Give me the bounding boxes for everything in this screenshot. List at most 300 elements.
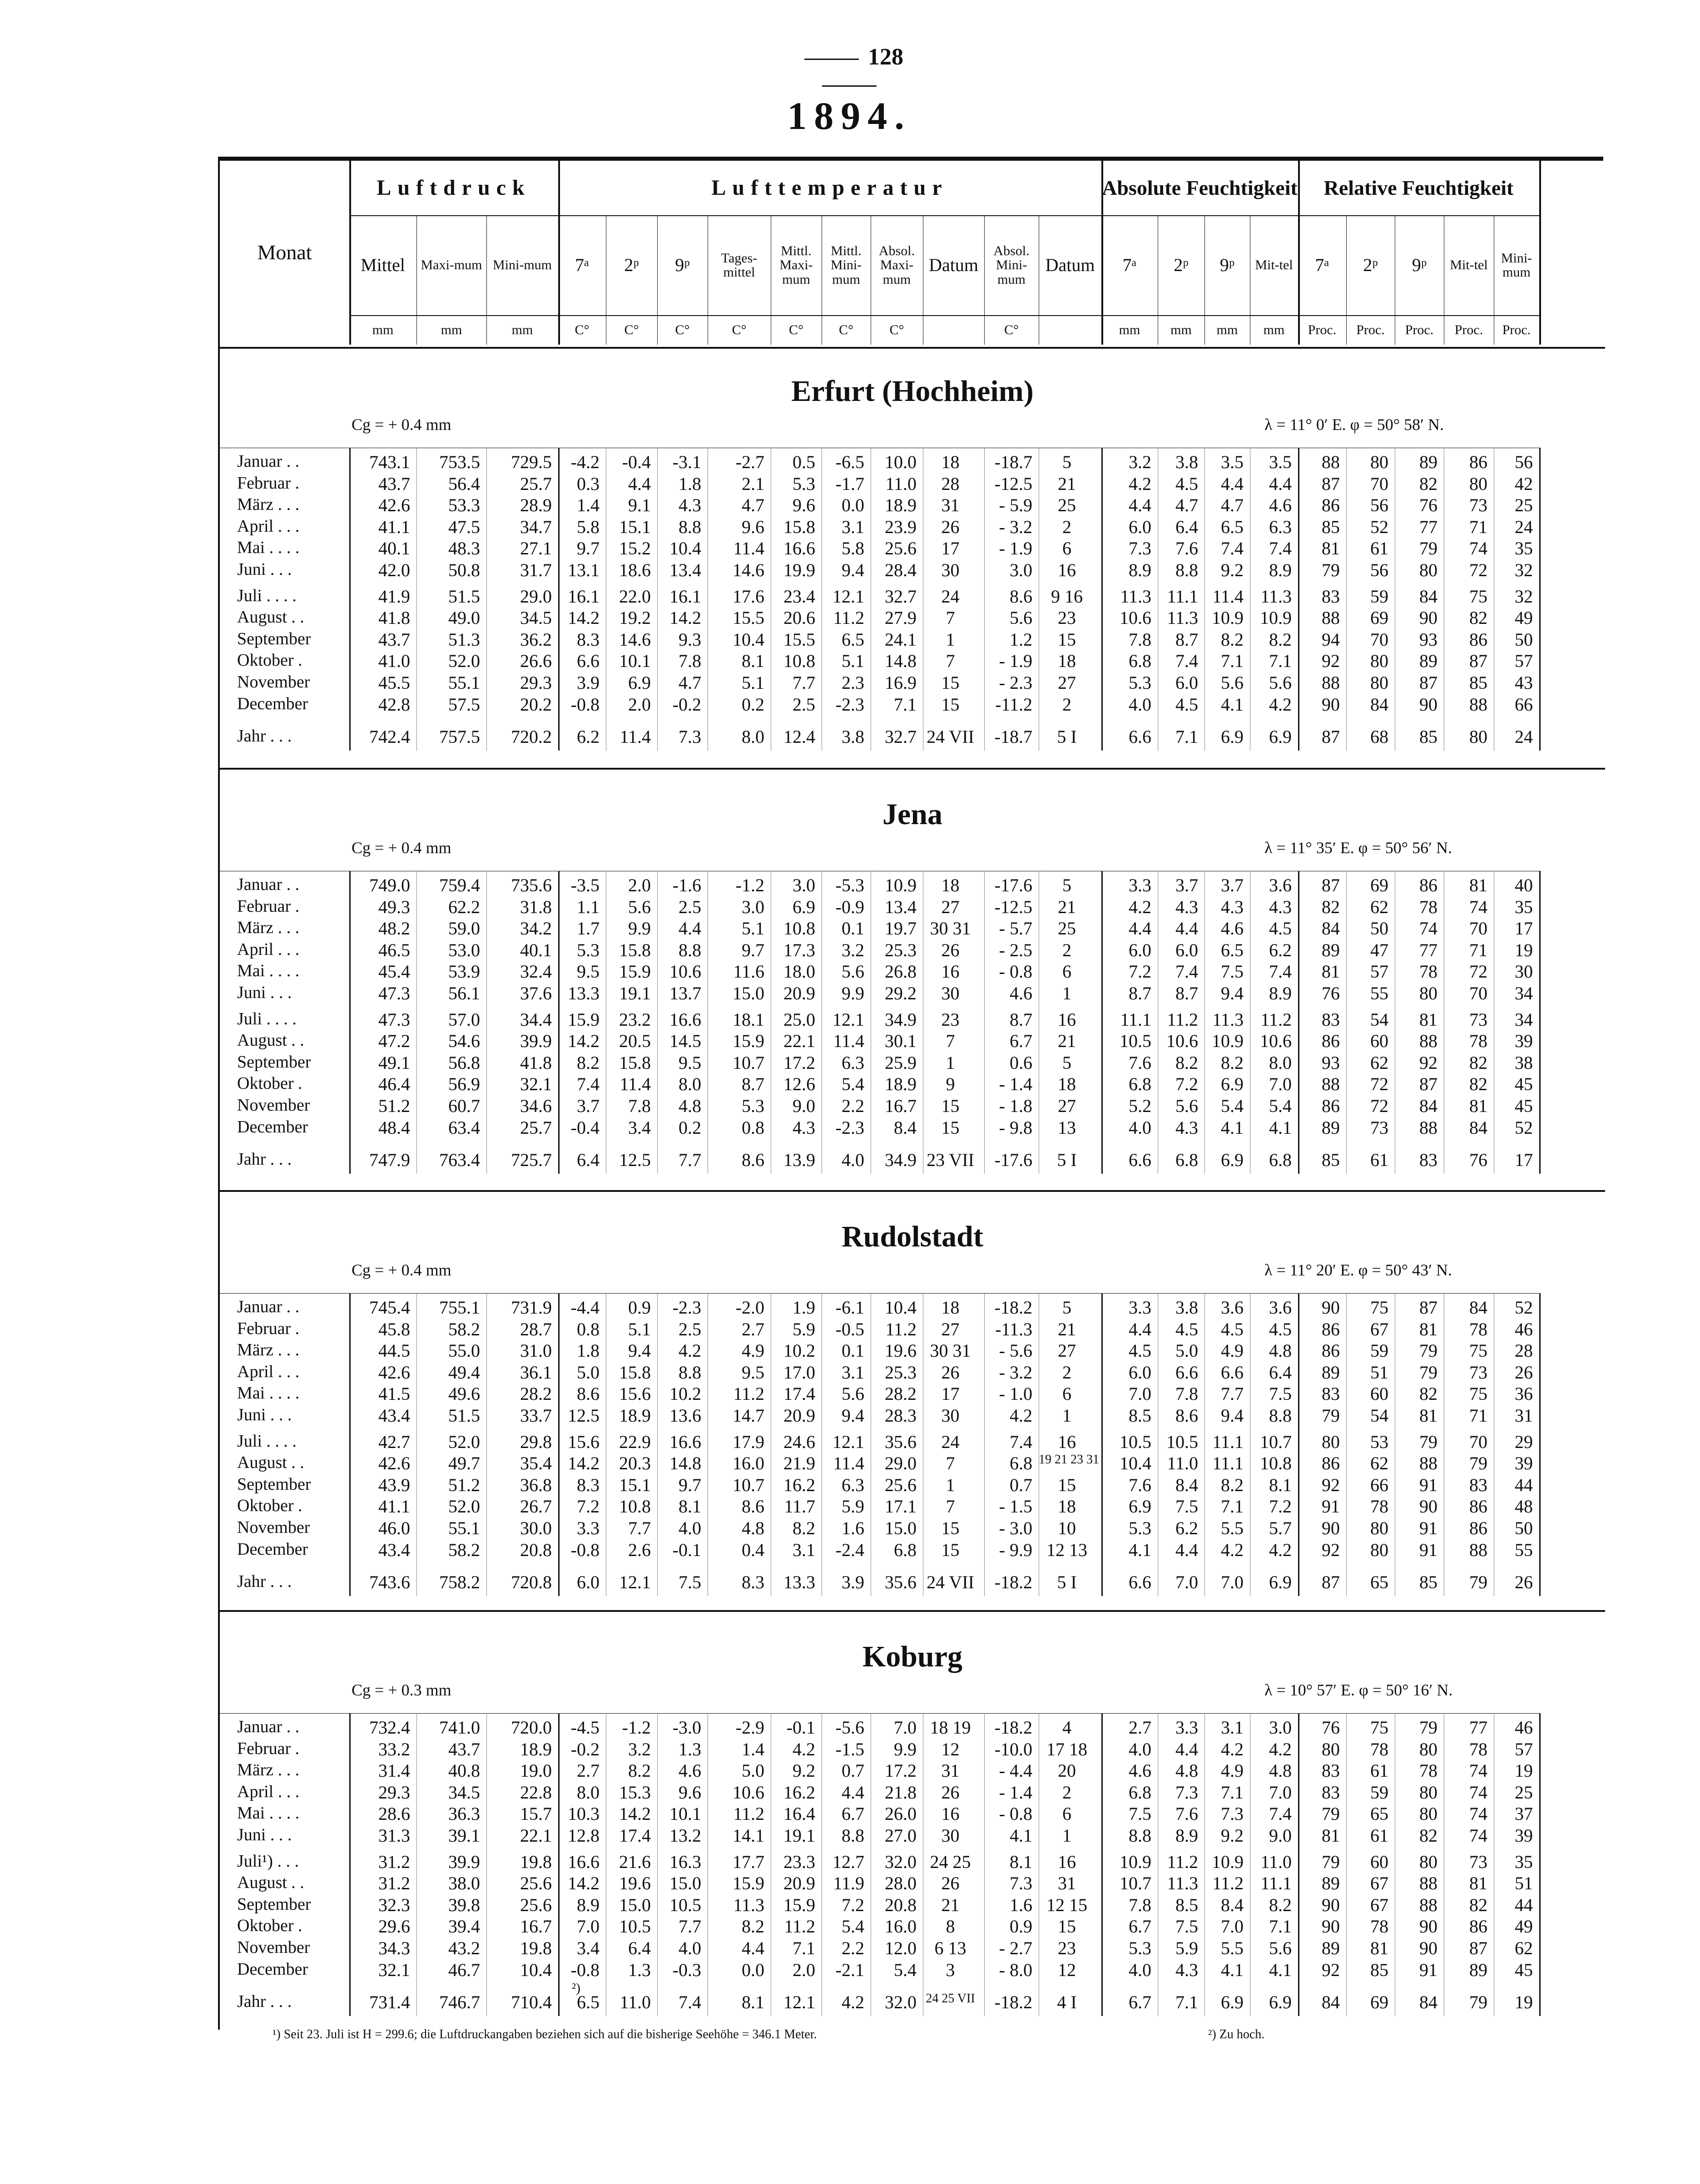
data-cell: 8 bbox=[946, 1916, 955, 1937]
header-divider bbox=[984, 215, 985, 345]
data-cell: 43.4 bbox=[378, 1405, 410, 1426]
data-cell: 76 bbox=[1469, 1150, 1487, 1171]
data-cell: 18.9 bbox=[619, 1405, 651, 1426]
data-cell: 87 bbox=[1469, 1938, 1487, 1958]
data-cell: 3.3 bbox=[1175, 1717, 1198, 1738]
data-cell: 24 VII bbox=[927, 726, 974, 747]
data-cell: 13 bbox=[1058, 1117, 1076, 1138]
data-cell: 8.6 bbox=[577, 1384, 600, 1404]
month-row bbox=[220, 607, 1605, 629]
data-cell: -0.8 bbox=[570, 1959, 600, 1980]
data-cell: 4.7 bbox=[1175, 495, 1198, 516]
data-cell: 3.0 bbox=[1010, 560, 1032, 580]
data-cell: 15.9 bbox=[783, 1894, 815, 1915]
column-divider bbox=[1346, 448, 1347, 751]
data-cell: 4.2 bbox=[1269, 694, 1292, 715]
data-cell: 9 16 bbox=[1051, 586, 1083, 607]
month-label: Februar . bbox=[237, 1739, 300, 1758]
data-cell: 5.0 bbox=[742, 1760, 764, 1781]
month-label: Oktober . bbox=[237, 1074, 302, 1093]
column-divider bbox=[1298, 871, 1299, 1174]
data-cell: 83 bbox=[1322, 586, 1340, 607]
data-cell: 10.5 bbox=[1120, 1031, 1151, 1052]
data-cell: 13.4 bbox=[885, 896, 917, 917]
data-cell: 4.6 bbox=[1129, 1760, 1151, 1781]
data-cell: 36 bbox=[1515, 1384, 1533, 1404]
data-cell: 17.1 bbox=[885, 1496, 917, 1517]
data-cell: -18.2 bbox=[994, 1992, 1032, 2013]
data-cell: 29 bbox=[1515, 1431, 1533, 1452]
data-cell: - 9.9 bbox=[999, 1539, 1032, 1560]
data-cell: 1 bbox=[1062, 983, 1071, 1003]
data-cell: 86 bbox=[1322, 1340, 1340, 1361]
data-cell: 7.4 bbox=[1175, 961, 1198, 982]
data-cell: 4.4 bbox=[742, 1938, 764, 1958]
month-label: Juli . . . . bbox=[237, 1431, 297, 1451]
data-cell: 11.3 bbox=[1167, 1873, 1198, 1894]
data-cell: 3.8 bbox=[1175, 452, 1198, 472]
data-cell: 91 bbox=[1419, 1474, 1437, 1495]
data-cell: 3.4 bbox=[628, 1117, 651, 1138]
data-cell: 6.9 bbox=[1221, 1992, 1244, 2013]
data-cell: 7.7 bbox=[1221, 1384, 1244, 1404]
data-cell: 55 bbox=[1370, 983, 1388, 1003]
data-cell: 5.6 bbox=[1269, 672, 1292, 693]
data-cell: 7.4 bbox=[1221, 538, 1244, 559]
data-cell: 57.5 bbox=[448, 694, 480, 715]
data-cell: 24 bbox=[1515, 726, 1533, 747]
month-label: August . . bbox=[237, 1873, 304, 1892]
month-label: December bbox=[237, 694, 308, 713]
data-cell: 14.2 bbox=[568, 1873, 600, 1894]
data-cell: 3.6 bbox=[1221, 1297, 1244, 1318]
data-cell: 15 bbox=[941, 1117, 960, 1138]
data-cell: -2.4 bbox=[835, 1539, 864, 1560]
data-cell: 62 bbox=[1370, 896, 1388, 917]
data-cell: 69 bbox=[1370, 608, 1388, 628]
data-cell: 60.7 bbox=[448, 1096, 480, 1116]
column-header: 2ᵖ bbox=[624, 255, 639, 275]
data-cell: -0.4 bbox=[622, 452, 651, 472]
data-cell: 1.7 bbox=[577, 918, 600, 939]
data-cell: 3.6 bbox=[1269, 875, 1292, 895]
data-cell: 4.1 bbox=[1269, 1117, 1292, 1138]
column-unit: Proc. bbox=[1308, 322, 1337, 337]
station-name: Rudolstadt bbox=[842, 1220, 983, 1253]
data-cell: 7.4 bbox=[577, 1074, 600, 1095]
data-cell: 20 bbox=[1058, 1760, 1076, 1781]
data-cell: 753.5 bbox=[439, 452, 480, 472]
data-cell: 51.2 bbox=[448, 1474, 480, 1495]
header-rule bbox=[349, 315, 1539, 316]
data-cell: 31.3 bbox=[378, 1825, 410, 1846]
data-cell: 11.4 bbox=[833, 1031, 864, 1052]
data-cell: 73 bbox=[1469, 1362, 1487, 1383]
data-cell: 759.4 bbox=[439, 875, 480, 895]
climate-table bbox=[218, 157, 1603, 2030]
month-row bbox=[220, 1297, 1605, 1319]
data-cell: 8.2 bbox=[1175, 1052, 1198, 1073]
data-cell: 79 bbox=[1419, 1362, 1437, 1383]
data-cell: 74 bbox=[1469, 1804, 1487, 1824]
data-cell: 39 bbox=[1515, 1031, 1533, 1052]
data-cell: 6.0 bbox=[1175, 672, 1198, 693]
data-cell: 90 bbox=[1419, 1916, 1437, 1937]
data-cell: 758.2 bbox=[439, 1572, 480, 1593]
data-cell: 89 bbox=[1419, 452, 1437, 472]
column-header: 2ᵖ bbox=[1363, 255, 1378, 275]
data-cell: 93 bbox=[1322, 1052, 1340, 1073]
data-cell: 90 bbox=[1322, 694, 1340, 715]
data-cell: 6.0 bbox=[1129, 1362, 1151, 1383]
data-cell: -2.3 bbox=[835, 1117, 864, 1138]
data-cell: 26.8 bbox=[885, 961, 917, 982]
month-row bbox=[220, 629, 1605, 651]
month-label: November bbox=[237, 1938, 310, 1957]
data-cell: 85 bbox=[1469, 672, 1487, 693]
data-cell: 12 bbox=[1058, 1959, 1076, 1980]
data-cell: 40.1 bbox=[378, 538, 410, 559]
data-cell: 51.3 bbox=[448, 629, 480, 650]
column-header: 9ᵖ bbox=[1412, 255, 1427, 275]
year-row bbox=[220, 1991, 1605, 2013]
data-cell: 15 bbox=[1058, 1474, 1076, 1495]
data-cell: 84 bbox=[1469, 1297, 1487, 1318]
data-cell: 8.4 bbox=[1175, 1474, 1198, 1495]
data-cell: 18.9 bbox=[520, 1739, 552, 1759]
data-cell: 4.4 bbox=[1175, 918, 1198, 939]
data-cell: 34.6 bbox=[520, 1096, 552, 1116]
data-cell: 29.3 bbox=[378, 1782, 410, 1803]
data-cell: -11.3 bbox=[995, 1319, 1032, 1339]
data-cell: 18.1 bbox=[733, 1009, 764, 1030]
data-cell: 5.3 bbox=[742, 1096, 764, 1116]
data-cell: -17.6 bbox=[994, 875, 1032, 895]
data-cell: 75 bbox=[1370, 1717, 1388, 1738]
data-cell: -2.0 bbox=[735, 1297, 764, 1318]
data-cell: 8.8 bbox=[1129, 1825, 1151, 1846]
data-cell: 56 bbox=[1370, 560, 1388, 580]
data-cell: -2.3 bbox=[672, 1297, 701, 1318]
data-cell: - 3.2 bbox=[999, 516, 1032, 537]
data-cell: 4.0 bbox=[1129, 694, 1151, 715]
data-cell: 2.1 bbox=[742, 473, 764, 494]
data-cell: 87 bbox=[1322, 726, 1340, 747]
data-cell: 80 bbox=[1419, 1851, 1437, 1872]
data-cell: 14.7 bbox=[733, 1405, 764, 1426]
data-cell: 0.9 bbox=[1010, 1916, 1032, 1937]
data-cell: 8.7 bbox=[1175, 983, 1198, 1003]
data-cell: 31 bbox=[1515, 1405, 1533, 1426]
data-cell: 7.0 bbox=[1269, 1782, 1292, 1803]
data-cell: 67 bbox=[1370, 1873, 1388, 1894]
column-header: Mittl. Maxi-mum bbox=[779, 243, 813, 287]
column-divider bbox=[349, 448, 351, 751]
footnote-2: ²) Zu hoch. bbox=[1208, 2027, 1265, 2041]
data-cell: 4.9 bbox=[1221, 1760, 1244, 1781]
data-cell: 27 bbox=[1058, 672, 1076, 693]
data-cell: 3.7 bbox=[577, 1096, 600, 1116]
data-cell: 6.8 bbox=[894, 1539, 917, 1560]
data-cell: 1.3 bbox=[679, 1739, 701, 1759]
data-cell: 0.4 bbox=[742, 1539, 764, 1560]
data-cell: 4.2 bbox=[1221, 1739, 1244, 1759]
data-cell: 25.6 bbox=[885, 538, 917, 559]
data-cell: 10.5 bbox=[1120, 1431, 1151, 1452]
data-cell: 6.2 bbox=[1175, 1518, 1198, 1538]
data-cell: 15.0 bbox=[669, 1873, 701, 1894]
column-divider bbox=[416, 448, 417, 751]
data-cell: 17 18 bbox=[1046, 1739, 1087, 1759]
data-cell: 10.4 bbox=[885, 1297, 917, 1318]
data-cell: 25.3 bbox=[885, 939, 917, 960]
data-cell: 82 bbox=[1469, 608, 1487, 628]
column-divider bbox=[657, 871, 658, 1174]
month-label: März . . . bbox=[237, 918, 300, 938]
year-title: 1894. bbox=[787, 94, 912, 138]
data-cell: 7.7 bbox=[679, 1916, 701, 1937]
data-cell: 15.5 bbox=[783, 629, 815, 650]
data-cell: 11.2 bbox=[1212, 1873, 1244, 1894]
data-cell: 4.3 bbox=[1175, 896, 1198, 917]
data-cell: 16 bbox=[941, 1804, 960, 1824]
data-cell: 28.2 bbox=[885, 1384, 917, 1404]
data-cell: 81 bbox=[1419, 1405, 1437, 1426]
month-label: December bbox=[237, 1539, 308, 1559]
data-cell: 14.2 bbox=[568, 1031, 600, 1052]
data-cell: 9.4 bbox=[842, 560, 864, 580]
data-cell: 29.0 bbox=[520, 586, 552, 607]
data-cell: 7.4 bbox=[1269, 1804, 1292, 1824]
data-cell: 8.8 bbox=[679, 516, 701, 537]
data-cell: 56 bbox=[1370, 495, 1388, 516]
data-cell: 14.8 bbox=[669, 1453, 701, 1474]
data-cell: 4.1 bbox=[1221, 1117, 1244, 1138]
data-cell: 4.4 bbox=[1129, 918, 1151, 939]
month-row bbox=[220, 1496, 1605, 1517]
data-cell: -6.5 bbox=[835, 452, 864, 472]
data-cell: 43.4 bbox=[378, 1539, 410, 1560]
data-cell: 87 bbox=[1322, 473, 1340, 494]
month-row bbox=[220, 1453, 1605, 1474]
data-cell: 60 bbox=[1370, 1384, 1388, 1404]
data-cell: 17.4 bbox=[619, 1825, 651, 1846]
data-cell: 81 bbox=[1322, 961, 1340, 982]
data-cell: 11.4 bbox=[620, 1074, 651, 1095]
data-cell: 0.8 bbox=[742, 1117, 764, 1138]
data-cell: 729.5 bbox=[511, 452, 552, 472]
data-cell: 15.5 bbox=[733, 608, 764, 628]
data-cell: 6.9 bbox=[793, 896, 815, 917]
month-label: Mai . . . . bbox=[237, 1804, 300, 1823]
data-cell: 86 bbox=[1419, 875, 1437, 895]
data-cell: 8.8 bbox=[1269, 1405, 1292, 1426]
data-cell: 54 bbox=[1370, 1009, 1388, 1030]
column-divider bbox=[984, 871, 985, 1174]
data-cell: 45 bbox=[1515, 1074, 1533, 1095]
data-cell: 4.0 bbox=[1129, 1739, 1151, 1759]
data-cell: 31 bbox=[941, 1760, 960, 1781]
data-cell: 31 bbox=[941, 495, 960, 516]
data-cell: -2.1 bbox=[835, 1959, 864, 1980]
data-cell: 32 bbox=[1515, 560, 1533, 580]
monat-header: Monat bbox=[257, 241, 312, 264]
data-cell: 86 bbox=[1469, 1916, 1487, 1937]
data-cell: 89 bbox=[1469, 1959, 1487, 1980]
data-cell: 41.8 bbox=[520, 1052, 552, 1073]
month-label: Januar . . bbox=[237, 1297, 300, 1316]
data-cell: - 1.4 bbox=[999, 1782, 1032, 1803]
data-cell: -1.7 bbox=[835, 473, 864, 494]
month-row bbox=[220, 1937, 1605, 1959]
data-cell: 5.9 bbox=[1175, 1938, 1198, 1958]
column-header: Mit-tel bbox=[1450, 257, 1488, 273]
month-label: August . . bbox=[237, 1453, 304, 1472]
column-divider bbox=[1101, 1713, 1103, 2016]
data-cell: 80 bbox=[1419, 1739, 1437, 1759]
column-divider bbox=[1539, 871, 1541, 1174]
data-cell: 28 bbox=[941, 473, 960, 494]
data-cell: 56 bbox=[1515, 452, 1533, 472]
data-cell: 79 bbox=[1322, 560, 1340, 580]
data-cell: 28 bbox=[1515, 1340, 1533, 1361]
data-cell: 32.3 bbox=[378, 1894, 410, 1915]
data-cell: 7.0 bbox=[1129, 1384, 1151, 1404]
data-cell: 59.0 bbox=[448, 918, 480, 939]
data-cell: 8.6 bbox=[742, 1496, 764, 1517]
month-row bbox=[220, 896, 1605, 918]
data-cell: 83 bbox=[1322, 1009, 1340, 1030]
data-cell: 7.3 bbox=[1010, 1873, 1032, 1894]
data-cell: 7.4 bbox=[1175, 651, 1198, 672]
data-cell: 23.9 bbox=[885, 516, 917, 537]
data-cell: 29.0 bbox=[885, 1453, 917, 1474]
data-cell: 80 bbox=[1370, 452, 1388, 472]
data-cell: 19 bbox=[1515, 1760, 1533, 1781]
data-cell: 35.4 bbox=[520, 1453, 552, 1474]
data-cell: 11.0 bbox=[885, 473, 917, 494]
data-cell: 11.0 bbox=[1260, 1851, 1292, 1872]
data-cell: 3.3 bbox=[1129, 875, 1151, 895]
data-cell: 13.2 bbox=[669, 1825, 701, 1846]
data-cell: 1.4 bbox=[577, 495, 600, 516]
data-cell: 52 bbox=[1515, 1297, 1533, 1318]
data-cell: 49.6 bbox=[448, 1384, 480, 1404]
data-cell: 4.4 bbox=[842, 1782, 864, 1803]
data-cell: 3.3 bbox=[577, 1518, 600, 1538]
data-cell: 20.8 bbox=[520, 1539, 552, 1560]
data-cell: 7.7 bbox=[679, 1150, 701, 1171]
data-cell: 5.9 bbox=[842, 1496, 864, 1517]
column-header: Mini-mum bbox=[1501, 250, 1532, 280]
data-cell: 7.1 bbox=[793, 1938, 815, 1958]
data-cell: 56.1 bbox=[448, 983, 480, 1003]
data-cell: 91 bbox=[1419, 1539, 1437, 1560]
data-cell: 3.9 bbox=[842, 1572, 864, 1593]
column-divider bbox=[1346, 1293, 1347, 1596]
data-cell: 61 bbox=[1370, 538, 1388, 559]
data-cell: 16.6 bbox=[568, 1851, 600, 1872]
column-divider bbox=[486, 1293, 487, 1596]
data-cell: 27.1 bbox=[520, 538, 552, 559]
data-cell: -2.3 bbox=[835, 694, 864, 715]
data-cell: 73 bbox=[1469, 1009, 1487, 1030]
data-cell: 731.9 bbox=[511, 1297, 552, 1318]
data-cell: 88 bbox=[1469, 1539, 1487, 1560]
column-unit: mm bbox=[441, 322, 462, 337]
data-cell: 21.8 bbox=[885, 1782, 917, 1803]
data-cell: 7 bbox=[946, 651, 955, 672]
data-cell: 56.4 bbox=[448, 473, 480, 494]
data-cell: 74 bbox=[1469, 896, 1487, 917]
data-cell: 39.4 bbox=[448, 1916, 480, 1937]
data-cell: 90 bbox=[1419, 1496, 1437, 1517]
data-cell: 31.7 bbox=[520, 560, 552, 580]
data-cell: 26.6 bbox=[520, 651, 552, 672]
data-cell: 81 bbox=[1322, 1825, 1340, 1846]
data-cell: 749.0 bbox=[369, 875, 410, 895]
data-cell: 55 bbox=[1515, 1539, 1533, 1560]
data-cell: 89 bbox=[1322, 939, 1340, 960]
data-cell: 45 bbox=[1515, 1096, 1533, 1116]
data-cell: 81 bbox=[1469, 875, 1487, 895]
data-cell: 47.2 bbox=[378, 1031, 410, 1052]
data-cell: 34 bbox=[1515, 983, 1533, 1003]
month-label: Januar . . bbox=[237, 452, 300, 471]
data-cell: 30.0 bbox=[520, 1518, 552, 1538]
data-cell: 8.4 bbox=[1221, 1894, 1244, 1915]
data-cell: 11.0 bbox=[1167, 1453, 1198, 1474]
data-cell: 2.0 bbox=[628, 875, 651, 895]
data-cell: 85 bbox=[1419, 1572, 1437, 1593]
data-cell: - 3.2 bbox=[999, 1362, 1032, 1383]
header-rule bbox=[349, 215, 1539, 216]
column-divider bbox=[1101, 448, 1103, 751]
data-cell: 79 bbox=[1419, 1340, 1437, 1361]
data-cell: 6.0 bbox=[1129, 516, 1151, 537]
month-row bbox=[220, 473, 1605, 495]
data-cell: 11.2 bbox=[784, 1916, 815, 1937]
data-cell: 43.7 bbox=[378, 629, 410, 650]
column-unit bbox=[1039, 317, 1101, 342]
data-cell: 42.7 bbox=[378, 1431, 410, 1452]
data-cell: 9.6 bbox=[679, 1782, 701, 1803]
data-cell: 4.4 bbox=[1175, 1539, 1198, 1560]
data-cell: 92 bbox=[1322, 651, 1340, 672]
data-cell: 26 bbox=[941, 939, 960, 960]
lufttemperatur-header: Lufttemperatur bbox=[711, 175, 948, 200]
data-cell: 10 bbox=[1058, 1518, 1076, 1538]
month-row bbox=[220, 1052, 1605, 1074]
column-unit: Proc. bbox=[1502, 322, 1531, 337]
data-cell: 18 bbox=[941, 1297, 960, 1318]
data-cell: 6.7 bbox=[1129, 1992, 1151, 2013]
data-cell: 68 bbox=[1370, 726, 1388, 747]
data-cell: 46.4 bbox=[378, 1074, 410, 1095]
month-label: Mai . . . . bbox=[237, 538, 300, 558]
data-cell: 1.8 bbox=[679, 473, 701, 494]
data-cell: 51 bbox=[1515, 1873, 1533, 1894]
data-cell: 15.0 bbox=[619, 1894, 651, 1915]
data-cell: 4.6 bbox=[1269, 495, 1292, 516]
data-cell: 26.7 bbox=[520, 1496, 552, 1517]
data-cell: 8.7 bbox=[1175, 629, 1198, 650]
month-row bbox=[220, 1825, 1605, 1847]
data-cell: 17 bbox=[941, 538, 960, 559]
data-cell: 4.5 bbox=[1269, 918, 1292, 939]
data-cell: 78 bbox=[1419, 961, 1437, 982]
data-cell: 71 bbox=[1469, 1405, 1487, 1426]
